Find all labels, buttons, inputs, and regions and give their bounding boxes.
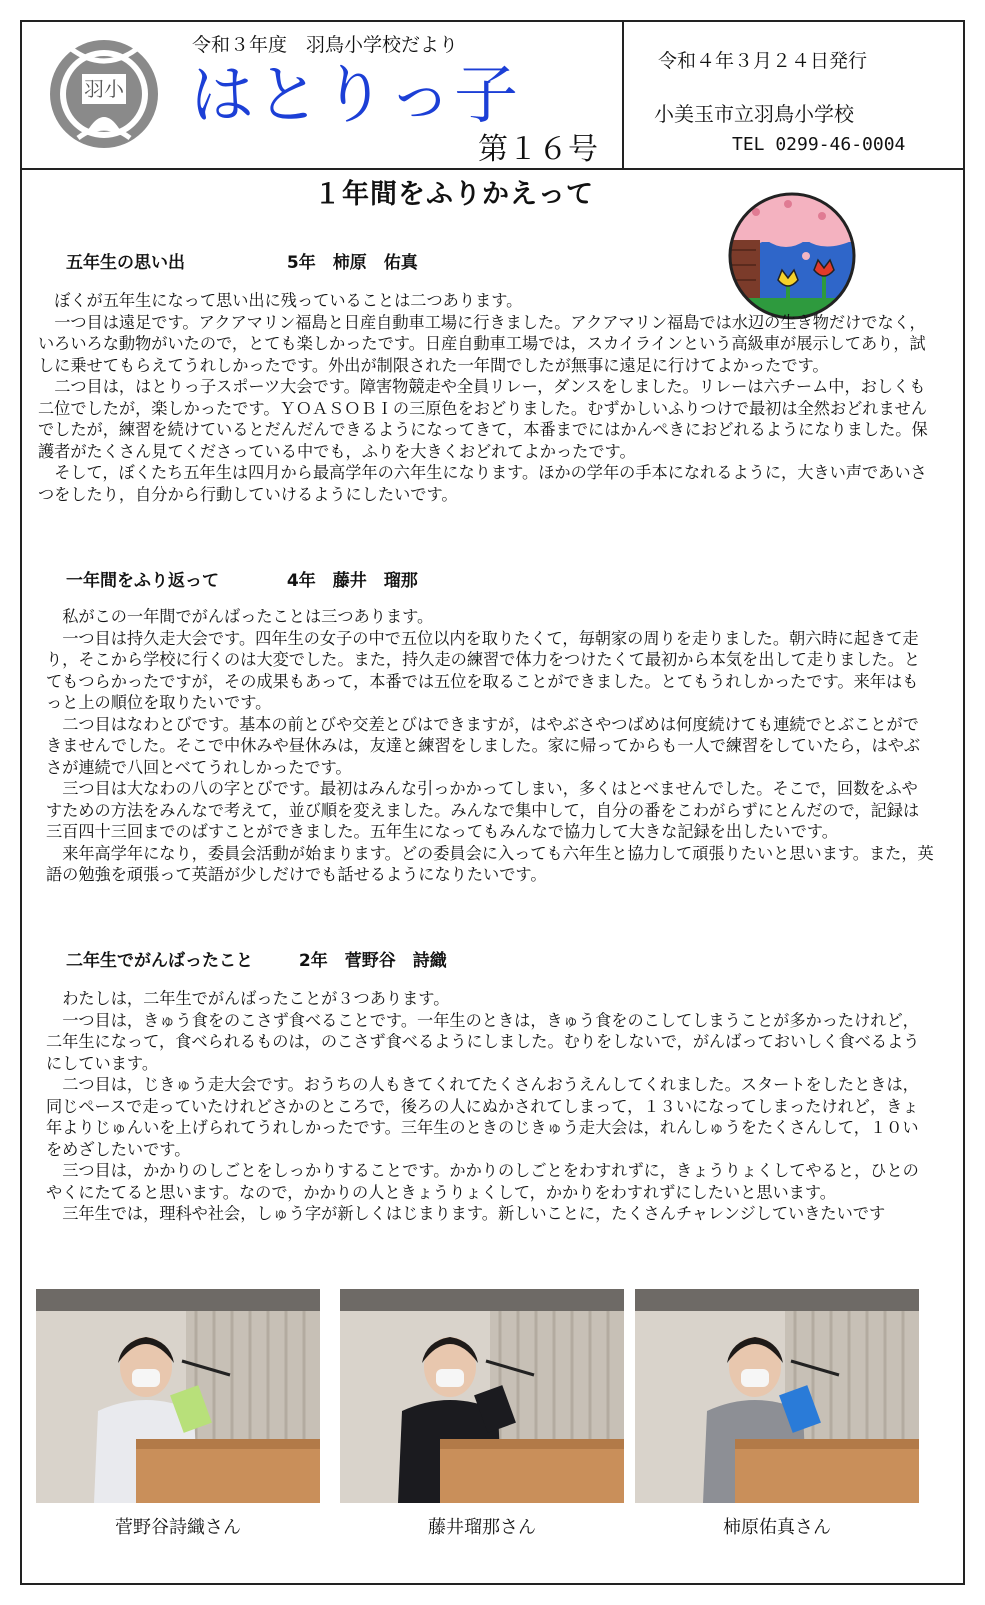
photo-student-mask — [741, 1369, 769, 1387]
photo-student-mask — [436, 1369, 464, 1387]
photo-student-2 — [340, 1289, 624, 1503]
paragraph: 来年高学年になり，委員会活動が始まります。どの委員会に入っても六年生と協力して頑張りたいと思います。また，英語の勉強を頑張って英語が少しだけでも話せるようになりたいです。 — [46, 843, 934, 884]
newsletter-page — [20, 20, 965, 1585]
paragraph: そして，ぼくたち五年生は四月から最高学年の六年生になります。ほかの学年の手本になれるように，大きい声であいさつをしたり，自分から行動していけるようにしたいです。 — [38, 463, 927, 504]
paragraph: わたしは，二年生でがんばったことが３つあります。 — [62, 989, 450, 1008]
photo-student-3 — [635, 1289, 919, 1503]
article-2-author: 4年 藤井 瑠那 — [286, 571, 418, 591]
article-1-author: 5年 柿原 佑真 — [286, 253, 418, 273]
photo-caption-3: 柿原佑真さん — [723, 1517, 831, 1538]
page-title: １年間をふりかえって — [314, 179, 594, 210]
article-2-title: 一年間をふり返って — [66, 571, 219, 591]
photo-podium-top — [136, 1439, 320, 1449]
paragraph: 三つ目は，かかりのしごとをしっかりすることです。かかりのしごとをわすれずに，きょうりょくしてやると，ひとのやくにたてると思います。なので，かかりの人ときょうりょくして，かかりをわすれずにしたいと思います。 — [46, 1161, 919, 1202]
article-3-body — [46, 988, 934, 1225]
photo-student-mask — [132, 1369, 160, 1387]
article-2-heading — [66, 566, 418, 591]
photo-podium-top — [735, 1439, 919, 1449]
photo-podium-top — [440, 1439, 624, 1449]
issue-date: 令和４年３月２４日発行 — [658, 50, 868, 72]
paragraph: ぼくが五年生になって思い出に残っていることは二つあります。 — [54, 291, 523, 310]
article-1-body — [38, 290, 934, 505]
photo-ceiling — [340, 1289, 624, 1311]
photo-caption-2: 藤井瑠那さん — [428, 1517, 536, 1538]
issue-number: 第１６号 — [478, 132, 598, 167]
article-1-title: 五年生の思い出 — [66, 253, 185, 273]
paragraph: 二つ目は，はとりっ子スポーツ大会です。障害物競走や全員リレー，ダンスをしました。リレーは六チーム中，おしくも二位でしたが，楽しかったです。ＹＯＡＳＯＢＩの三原色をおどりました。むずかしいふりつけで最初は全然おどれませんでしたが，練習を続けているとだんだんできるようになってきて，本番までにはかんぺきにおどれるようになりました。保護者がたくさん見てくださっている中でも，ふりを大きくおどれてよかったです。 — [38, 377, 928, 461]
paragraph: 二つ目はなわとびです。基本の前とびや交差とびはできますが，はやぶさやつばめは何度続けても連続でとぶことができませんでした。そこで中休みや昼休みは，友達と練習をしました。家に帰ってからも一人で練習をしていたら，はやぶさが連続で八回とべてうれしかったです。 — [46, 714, 921, 777]
article-3-heading — [66, 946, 447, 971]
paragraph: 三つ目は大なわの八の字とびです。最初はみんな引っかかってしまい，多くはとべませんでした。そこで，回数をふやすための方法をみんなで考えて，並び順を変えました。みんなで集中して，自分の番をこわがらずにとんだので，記録は三百四十三回までのばすことができました。五年生になってもみんなで協力して大きな記録を出したいです。 — [46, 779, 920, 841]
emblem-text: 羽小 — [84, 77, 124, 101]
photo-caption-1: 菅野谷詩織さん — [115, 1517, 241, 1538]
paragraph: 私がこの一年間でがんばったことは三つあります。 — [62, 607, 434, 626]
paragraph: 一つ目は遠足です。アクアマリン福島と日産自動車工場に行きました。アクアマリン福島では水辺の生き物だけでなく，いろいろな動物がいたので，とても楽しかったです。日産自動車工場では，スカイラインという高級車が展示してあり，試しに乗せてもらえてうれしかったです。外出が制限された一年間でしたが無事に遠足に行けてよかったです。 — [38, 312, 926, 375]
school-emblem-icon — [48, 34, 160, 156]
paragraph: 一つ目は，きゅう食をのこさず食べることです。一年生のときは，きゅう食をのこしてしまうことが多かったけれど，二年生になって，食べられるものは，のこさず食べるようにしました。むりをしないで，がんばっておいしく食べるようにしています。 — [46, 1010, 920, 1073]
photo-ceiling — [36, 1289, 320, 1311]
header-divider — [622, 22, 624, 168]
article-2-body — [46, 606, 934, 886]
article-1-heading — [66, 248, 418, 273]
paragraph: 三年生では，理科や社会，しゅう字が新しくはじまります。新しいことに，たくさんチャレンジしていきたいです — [62, 1204, 886, 1223]
photo-illustration — [340, 1289, 624, 1503]
paragraph: 一つ目は持久走大会です。四年生の女子の中で五位以内を取りたくて，毎朝家の周りを走りました。朝六時に起きて走り，そこから学校に行くのは大変でした。また，持久走の練習で体力をつけたくて最初から本気を出して走りました。とてもつらかったですが，その成果もあって，本番では五位を取ることができました。とてもうれしかったです。来年はもっと上の順位を取りたいです。 — [46, 628, 921, 712]
masthead — [22, 22, 963, 170]
photo-ceiling — [635, 1289, 919, 1311]
newsletter-title: はとりっ子 — [190, 59, 520, 133]
photo-illustration — [36, 1289, 320, 1503]
photo-student-1 — [36, 1289, 320, 1503]
school-name: 小美玉市立羽鳥小学校 — [654, 102, 854, 126]
article-3-author: 2年 菅野谷 詩織 — [298, 951, 447, 971]
school-phone: TEL 0299-46-0004 — [732, 134, 906, 155]
photo-illustration — [635, 1289, 919, 1503]
article-3-title: 二年生でがんばったこと — [66, 951, 253, 971]
newsletter-subtitle: 令和３年度 羽鳥小学校だより — [192, 34, 459, 56]
paragraph: 二つ目は，じきゅう走大会です。おうちの人もきてくれてたくさんおうえんしてくれました。スタートをしたときは，同じペースで走っていたけれどさかのところで，後ろの人にぬかされてしまって，１３いになってしまったけれど，きょ年よりじゅんいを上げられてうれしかったです。三年生のときのじきゅう走大会は，れんしゅうをたくさんして，１０いをめざしたいです。 — [46, 1075, 919, 1159]
